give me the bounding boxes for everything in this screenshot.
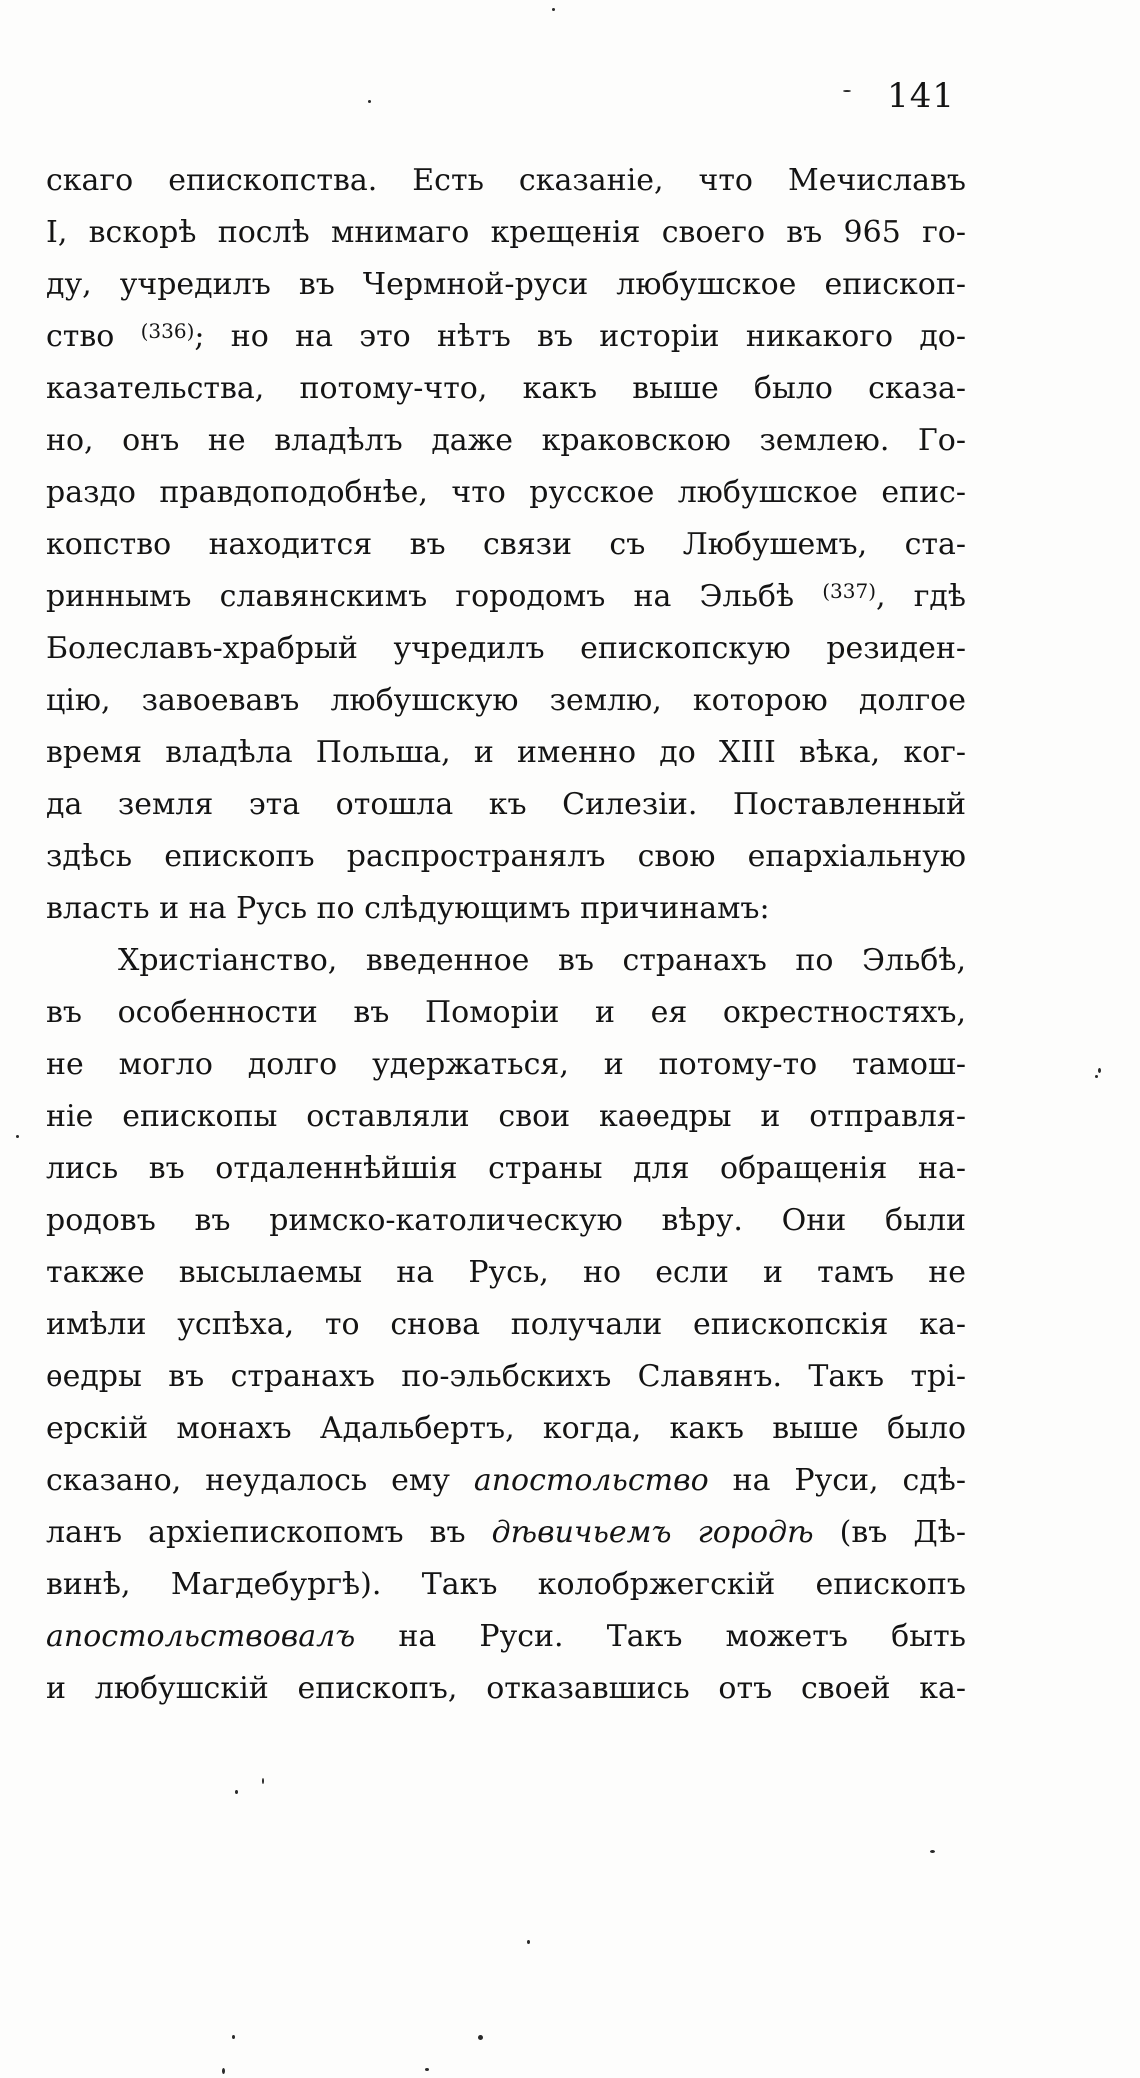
scan-speck: [16, 1135, 19, 1138]
text-line: казательства, потому-что, какъ выше было сказа-: [46, 371, 966, 406]
text-line: но, онъ не владѣлъ даже краковскою землею. Го-: [46, 423, 966, 458]
text-line: апостольствовалъ на Руси. Такъ можетъ быть: [46, 1619, 966, 1654]
footnote-ref-337: (337): [822, 579, 877, 603]
text-line: ду, учредилъ въ Чермной-руси любушское епископ-: [46, 267, 966, 302]
scan-speck: [552, 8, 555, 11]
text-line: скаго епископства. Есть сказаніе, что Мечиславъ: [46, 163, 966, 198]
scan-speck: [235, 1790, 238, 1794]
text-line: имѣли успѣха, то снова получали епископскія ка-: [46, 1307, 966, 1342]
footnote-ref-336: (336): [140, 319, 195, 343]
text-line: раздо правдоподобнѣе, что русское любушское епис-: [46, 475, 966, 510]
scan-speck: [930, 1850, 935, 1853]
body-text: [46, 155, 966, 1715]
scan-speck: [478, 2035, 483, 2040]
text-line: I, вскорѣ послѣ мнимаго крещенія своего въ 965 го-: [46, 215, 966, 250]
text-line: Христіанство, введенное въ странахъ по Эльбѣ,: [118, 943, 966, 978]
text-line: ѳедры въ странахъ по-эльбскихъ Славянъ. Такъ трі-: [46, 1359, 966, 1394]
scan-speck: [1095, 1075, 1098, 1078]
text-line: ланъ архіепископомъ въ дѣвичьемъ городѣ (въ Дѣ-: [46, 1515, 966, 1550]
scan-speck: [368, 100, 371, 103]
scan-speck: [222, 2068, 225, 2074]
italic-term: апостольствовалъ: [46, 1619, 356, 1654]
text-line: ніе епископы оставляли свои каѳедры и отправля-: [46, 1099, 966, 1134]
scan-speck: [262, 1778, 264, 1784]
text-line: цію, завоевавъ любушскую землю, которою долгое: [46, 683, 966, 718]
text-line: ство $^{(336)}$; но на это нѣтъ въ исторіи никакого до-: [46, 319, 966, 354]
text-line: Болеславъ-храбрый учредилъ епископскую резиден-: [46, 631, 966, 666]
text-line: ерскій монахъ Адальбертъ, когда, какъ выше было: [46, 1411, 966, 1446]
paragraph-1: [46, 155, 966, 935]
text-line: копство находится въ связи съ Любушемъ, ста-: [46, 527, 966, 562]
italic-term: дѣвичьемъ городѣ: [491, 1515, 814, 1550]
text-line: и любушскій епископъ, отказавшись отъ своей ка-: [46, 1671, 966, 1706]
page-number: 141: [887, 76, 955, 116]
text-line: время владѣла Польша, и именно до XIII вѣка, ког-: [46, 735, 966, 770]
text-line: въ особенности въ Поморіи и ея окрестностяхъ,: [46, 995, 966, 1030]
text-line: здѣсь епископъ распространялъ свою епархіальную: [46, 839, 966, 874]
text-line: родовъ въ римско-католическую вѣру. Они были: [46, 1203, 966, 1238]
scan-speck: [232, 2035, 235, 2039]
text-line: не могло долго удержаться, и потому-то тамош-: [46, 1047, 966, 1082]
scan-speck: [843, 90, 851, 92]
scan-speck: [1098, 1068, 1101, 1073]
text-line: также высылаемы на Русь, но если и тамъ не: [46, 1255, 966, 1290]
text-line: да земля эта отошла къ Силезіи. Поставленный: [46, 787, 966, 822]
scan-speck: [527, 1940, 530, 1944]
text-line: власть и на Русь по слѣдующимъ причинамъ:: [46, 891, 770, 926]
text-line: винѣ, Магдебургѣ). Такъ колобржегскій епископъ: [46, 1567, 966, 1602]
paragraph-2: [46, 935, 966, 1715]
italic-term: апостольство: [473, 1463, 709, 1498]
scan-speck: [425, 2068, 429, 2071]
text-line: лись въ отдаленнѣйшія страны для обращенія на-: [46, 1151, 966, 1186]
text-line: сказано, неудалось ему апостольство на Руси, сдѣ-: [46, 1463, 966, 1498]
text-line: риннымъ славянскимъ городомъ на Эльбѣ $^{(337)}$, гдѣ: [46, 579, 966, 614]
